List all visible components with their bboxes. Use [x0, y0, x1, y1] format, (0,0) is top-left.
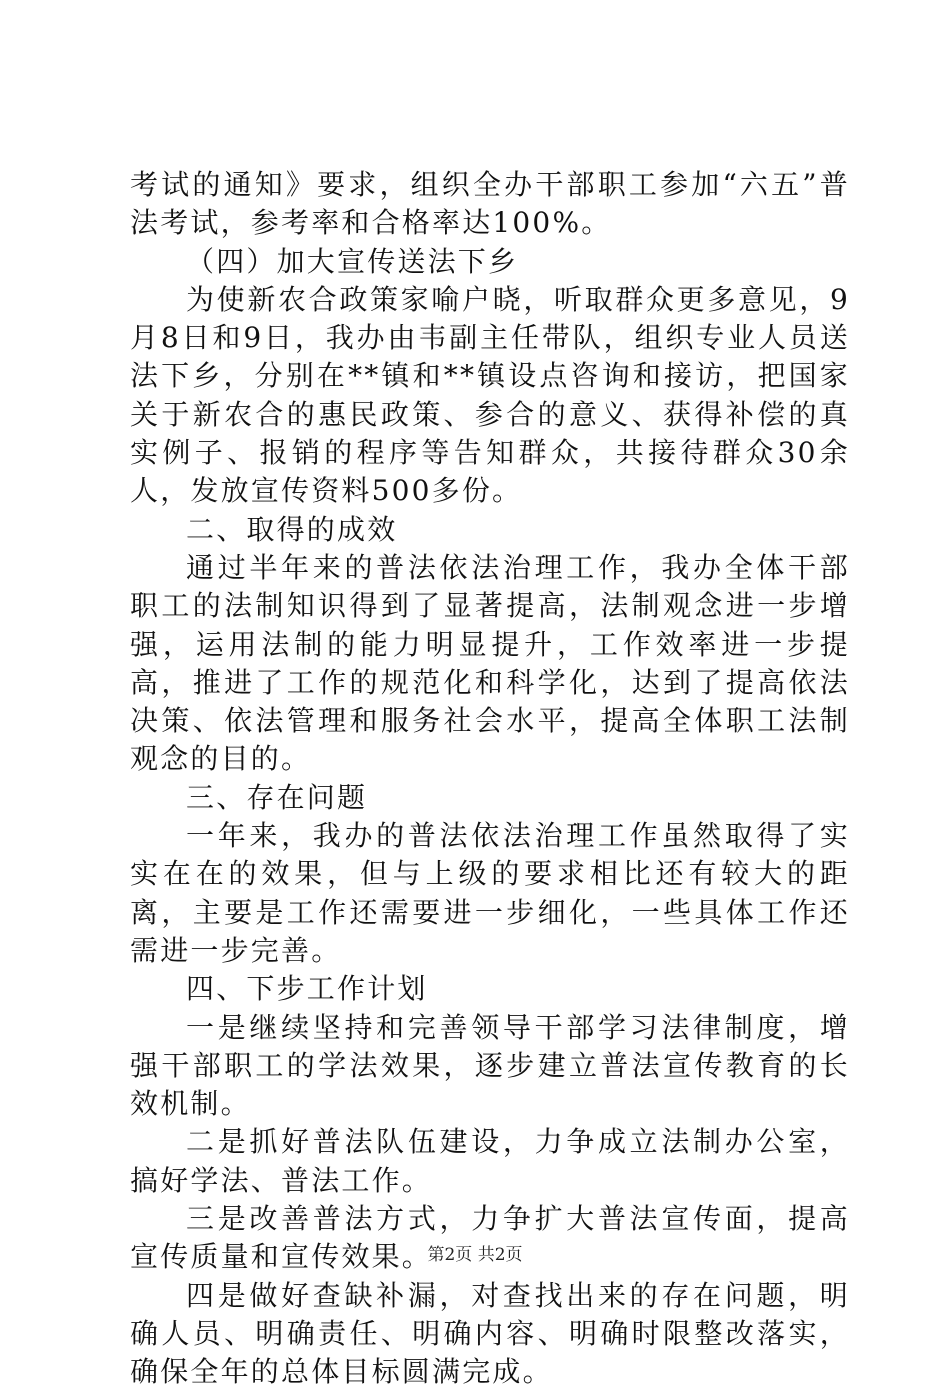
section-heading-outreach: （四）加大宣传送法下乡 — [186, 244, 519, 278]
paragraph-plan-four: 四是做好查缺补漏，对查找出来的存在问题，明确人员、明确责任、明确内容、明确时限整改落实，确保全年的总体目标圆满完成。 — [130, 1278, 850, 1389]
section-heading-problems: 三、存在问题 — [186, 780, 368, 814]
document-body — [130, 166, 850, 1392]
paragraph-plan-three: 三是改善普法方式，力争扩大普法宣传面，提高宣传质量和宣传效果。 — [130, 1202, 850, 1274]
paragraph-problems: 一年来，我办的普法依法治理工作虽然取得了实实在在的效果，但与上级的要求相比还有较大的距离，主要是工作还需要进一步细化，一些具体工作还需进一步完善。 — [130, 819, 850, 967]
page-number-footer: 第2页 共2页 — [427, 1245, 523, 1265]
paragraph-exam-notice: 考试的通知》要求，组织全办干部职工参加“六五”普法考试，参考率和合格率达100%。 — [130, 168, 850, 240]
paragraph-results: 通过半年来的普法依法治理工作，我办全体干部职工的法制知识得到了显著提高，法制观念进一步增强，运用法制的能力明显提升，工作效率进一步提高，推进了工作的规范化和科学化，达到了提高依法决策、依法管理和服务社会水平，提高全体职工法制观念的目的。 — [130, 550, 850, 776]
paragraph-outreach: 为使新农合政策家喻户晓，听取群众更多意见，9月8日和9日，我办由韦副主任带队，组织专业人员送法下乡，分别在**镇和**镇设点咨询和接访，把国家关于新农合的惠民政策、参合的意义、获得补偿的真实例子、报销的程序等告知群众，共接待群众30余人，发放宣传资料500多份。 — [130, 282, 850, 508]
section-heading-next-steps: 四、下步工作计划 — [186, 972, 428, 1006]
section-heading-results: 二、取得的成效 — [186, 512, 398, 546]
paragraph-plan-one: 一是继续坚持和完善领导干部学习法律制度，增强干部职工的学法效果，逐步建立普法宣传教育的长效机制。 — [130, 1010, 850, 1121]
paragraph-plan-two: 二是抓好普法队伍建设，力争成立法制办公室，搞好学法、普法工作。 — [130, 1125, 850, 1197]
